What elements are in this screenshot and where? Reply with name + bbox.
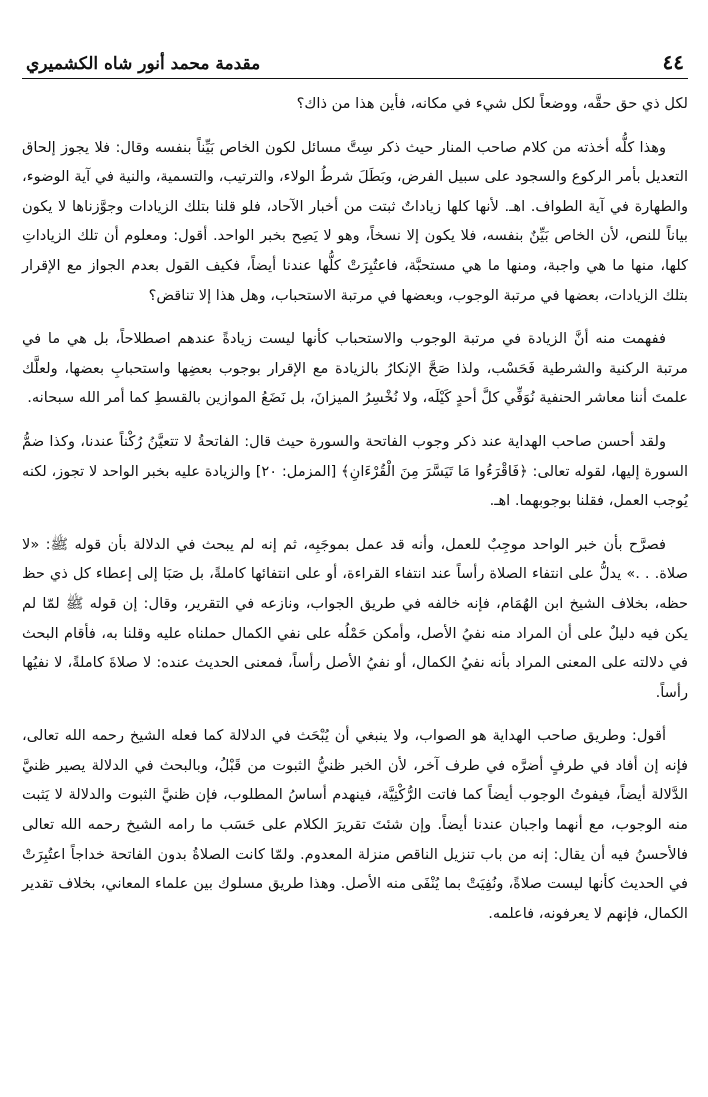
document-page: [22, 38, 688, 928]
page-number: ٤٤: [662, 50, 684, 74]
page-header: [22, 38, 688, 79]
body-text: [22, 89, 688, 928]
running-title: مقدمة محمد أنور شاه الكشميري: [26, 54, 261, 74]
paragraph: ففهمت منه أنَّ الزيادة في مرتبة الوجوب والاستحباب كأنها ليست زيادةً عندهم اصطلاحاً، بل هي ما في مرتبة الركنية والشرطية فَحَسْب، ولذا صَحَّ الإنكارُ بالزيادة مع الإقرار بوجوب بعضِها واستحبابِ بعضها، ولعلَّك علمتَ أننا معاشر الحنفية نُوَفِّي كلَّ أحدٍ كَيْلَه، ولا نُخْسِرُ الميزانَ، بل نَضَعُ الموازين بالقسطِ كما أمر الله سبحانه.: [22, 330, 688, 407]
paragraph: ولقد أحسن صاحب الهداية عند ذكر وجوب الفاتحة والسورة حيث قال: الفاتحةُ لا تتعيَّنُ رُكْناً عندنا، وكذا ضمُّ السورة إليها، لقوله تعالى: ﴿فَاقْرَءُوا مَا تَيَسَّرَ مِنَ الْقُرْءَانِ﴾ [المزمل: ٢٠] والزيادة عليه بخبر الواحد لا تجوز، لكنه يُوجب العمل، فقلنا بوجوبهما. اهـ.: [22, 432, 688, 510]
paragraph: لكل ذي حق حقَّه، ووضعاً لكل شيء في مكانه، فأين هذا من ذاك؟: [296, 95, 688, 112]
paragraph: أقول: وطريق صاحب الهداية هو الصواب، ولا ينبغي أن يُبْحَث في الدلالة كما فعله الشيخ رحمه الله تعالى، فإنه إن أفاد في طرفٍ أضرَّه في طرف آخر، لأن الخبر ظنيُّ الثبوت من قَبْلُ، وبالبحث في الدلالة يصير ظنيَّ الدَّلالة أيضاً، فيفوتُ الوجوب أيضاً كما فاتت الرُّكْنِيَّة، فينهدم أساسُ المطلوب، فإن ظنيَّ الثبوت والدلالة لا يَثبت منه الوجوب، مع أنهما واجبان عندنا أيضاً. وإن شئتَ تقريرَ الكلام على حَسَب ما رامه الشيخ رحمه الله تعالى فالأحسنُ فيه أن يقال: إنه من باب تنزيل الناقص منزلة المعدوم. ولمّا كانت الصلاةُ بدون الفاتحة خداجاً اعتُبِرَتْ في الحديث كأنها ليست صلاةً، ونُفِيَتْ بما يُنْفَى منه الأصل. وهذا طريق مسلوك بين علماء المعاني، بخلاف تقدير الكمال، فإنهم لا يعرفونه، فاعلمه.: [22, 727, 688, 922]
paragraph: فصرَّح بأن خبر الواحد موجِبٌ للعمل، وأنه قد عمل بموجَبِه، ثم إنه لم يبحث في الدلالة بأن قوله ﷺ: «لا صلاة. . .» يدلُّ على انتفاء الصلاة رأساً عند انتفاء القراءة، أو على انتفائها كاملةً، بل صَبَا إلى إعطاء كل ذي حظ حظه، بخلاف الشيخ ابن الهُمَام، فإنه خالفه في طريق الجواب، ونازعه في التقرير، وقال: إن قوله ﷺ لمّا لم يكن فيه دليلٌ على أن المراد منه نفيُ الأصل، وأمكن حَمْلُه على نفي الكمال حملناه عليه وقلنا به، فأقام البحث في دلالته على المعنى المراد بأنه نفيُ الكمال، أو نفيُ الأصل رأساً، فمعنى الحديث عنده: لا صلاةَ كاملةً، لا نفيُها رأساً.: [22, 535, 688, 701]
paragraph: وهذا كلُّه أخذته من كلام صاحب المنار حيث ذكر سِتَّ مسائل لكون الخاص بَيِّناً بنفسه وقال: فلا يجوز إلحاق التعديل بأمر الركوع والسجود على سبيل الفرض، وبَطَلَ شرطُ الولاء، والترتيب، والتسمية، والنية في آية الوضوء، والطهارة في آية الطواف. اهـ. لأنها كلها زياداتٌ ثبتت من أخبار الآحاد، فلو قلنا بتلك الزيادات وجوَّزناها لا يكون بياناً للنص، لأن الخاص بَيِّنٌ بنفسه، فلا يكون إلا نسخاً، وهو لا يَصِح بخبر الواحد. أقول: ومعلوم أن تلك الزياداتِ كلها، منها ما هي واجبة، ومنها ما هي مستحبَّة، فاعتُبِرَتْ كلُّها عندنا أيضاً، فكيف القول بعدم الجواز مع الإقرار بتلك الزيادات، بعضها في مرتبة الوجوب، وبعضها في مرتبة الاستحباب، وهل هذا إلا تناقض؟: [22, 138, 688, 304]
